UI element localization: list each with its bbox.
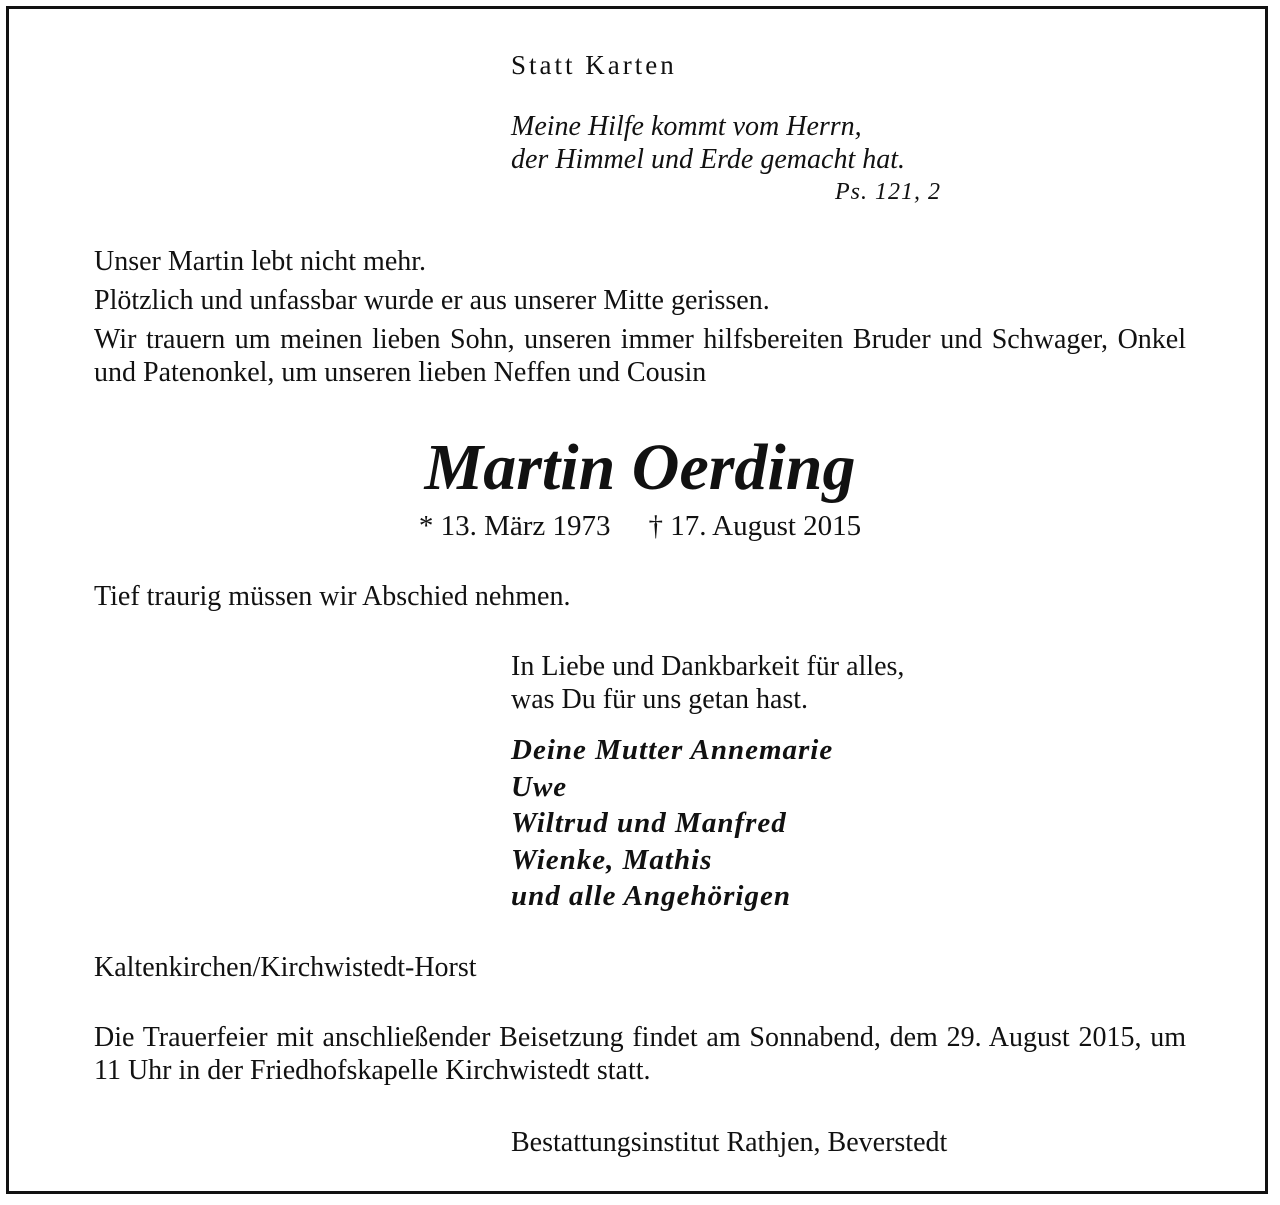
signers-list [511, 732, 833, 915]
deceased-name: Martin Oerding [424, 431, 856, 504]
signer: Deine Mutter Annemarie [511, 734, 834, 766]
undertaker: Bestattungsinstitut Rathjen, Beverstedt [511, 1127, 948, 1158]
death-date: † 17. August 2015 [648, 510, 862, 542]
signer: Uwe [511, 770, 568, 803]
signer: Wienke, Mathis [511, 843, 713, 876]
location: Kaltenkirchen/Kirchwistedt-Horst [94, 952, 477, 983]
signer: Wiltrud und Manfred [511, 807, 787, 840]
bible-verse [511, 110, 905, 176]
farewell-line: Tief traurig müssen wir Abschied nehmen. [94, 581, 571, 612]
birth-date: * 13. März 1973 [418, 510, 611, 542]
bible-verse-reference: Ps. 121, 2 [835, 179, 941, 205]
intro-line: Plötzlich und unfassbar wurde er aus unserer Mitte gerissen. [94, 285, 770, 316]
bible-verse-line: der Himmel und Erde gemacht hat. [511, 144, 905, 175]
intro-paragraph: Wir trauern um meinen lieben Sohn, unseren immer hilfsbereiten Bruder und Schwager, Onkel und Patenonkel, um unseren lieben Neffen und Cousin [94, 324, 1186, 388]
bible-verse-line: Meine Hilfe kommt vom Herrn, [511, 111, 862, 142]
life-dates [0, 508, 1280, 544]
gratitude-line: was Du für uns getan hast. [511, 684, 809, 715]
statt-karten-label: Statt Karten [511, 50, 677, 80]
funeral-notice: Die Trauerfeier mit anschließender Beisetzung findet am Sonnabend, dem 29. August 2015, um 11 Uhr in der Friedhofskapelle Kirchwistedt statt. [94, 1022, 1186, 1086]
gratitude-line: In Liebe und Dankbarkeit für alles, [511, 651, 905, 682]
gratitude-text [511, 650, 904, 716]
signer: und alle Angehörigen [511, 880, 791, 913]
intro-line: Unser Martin lebt nicht mehr. [94, 246, 427, 277]
